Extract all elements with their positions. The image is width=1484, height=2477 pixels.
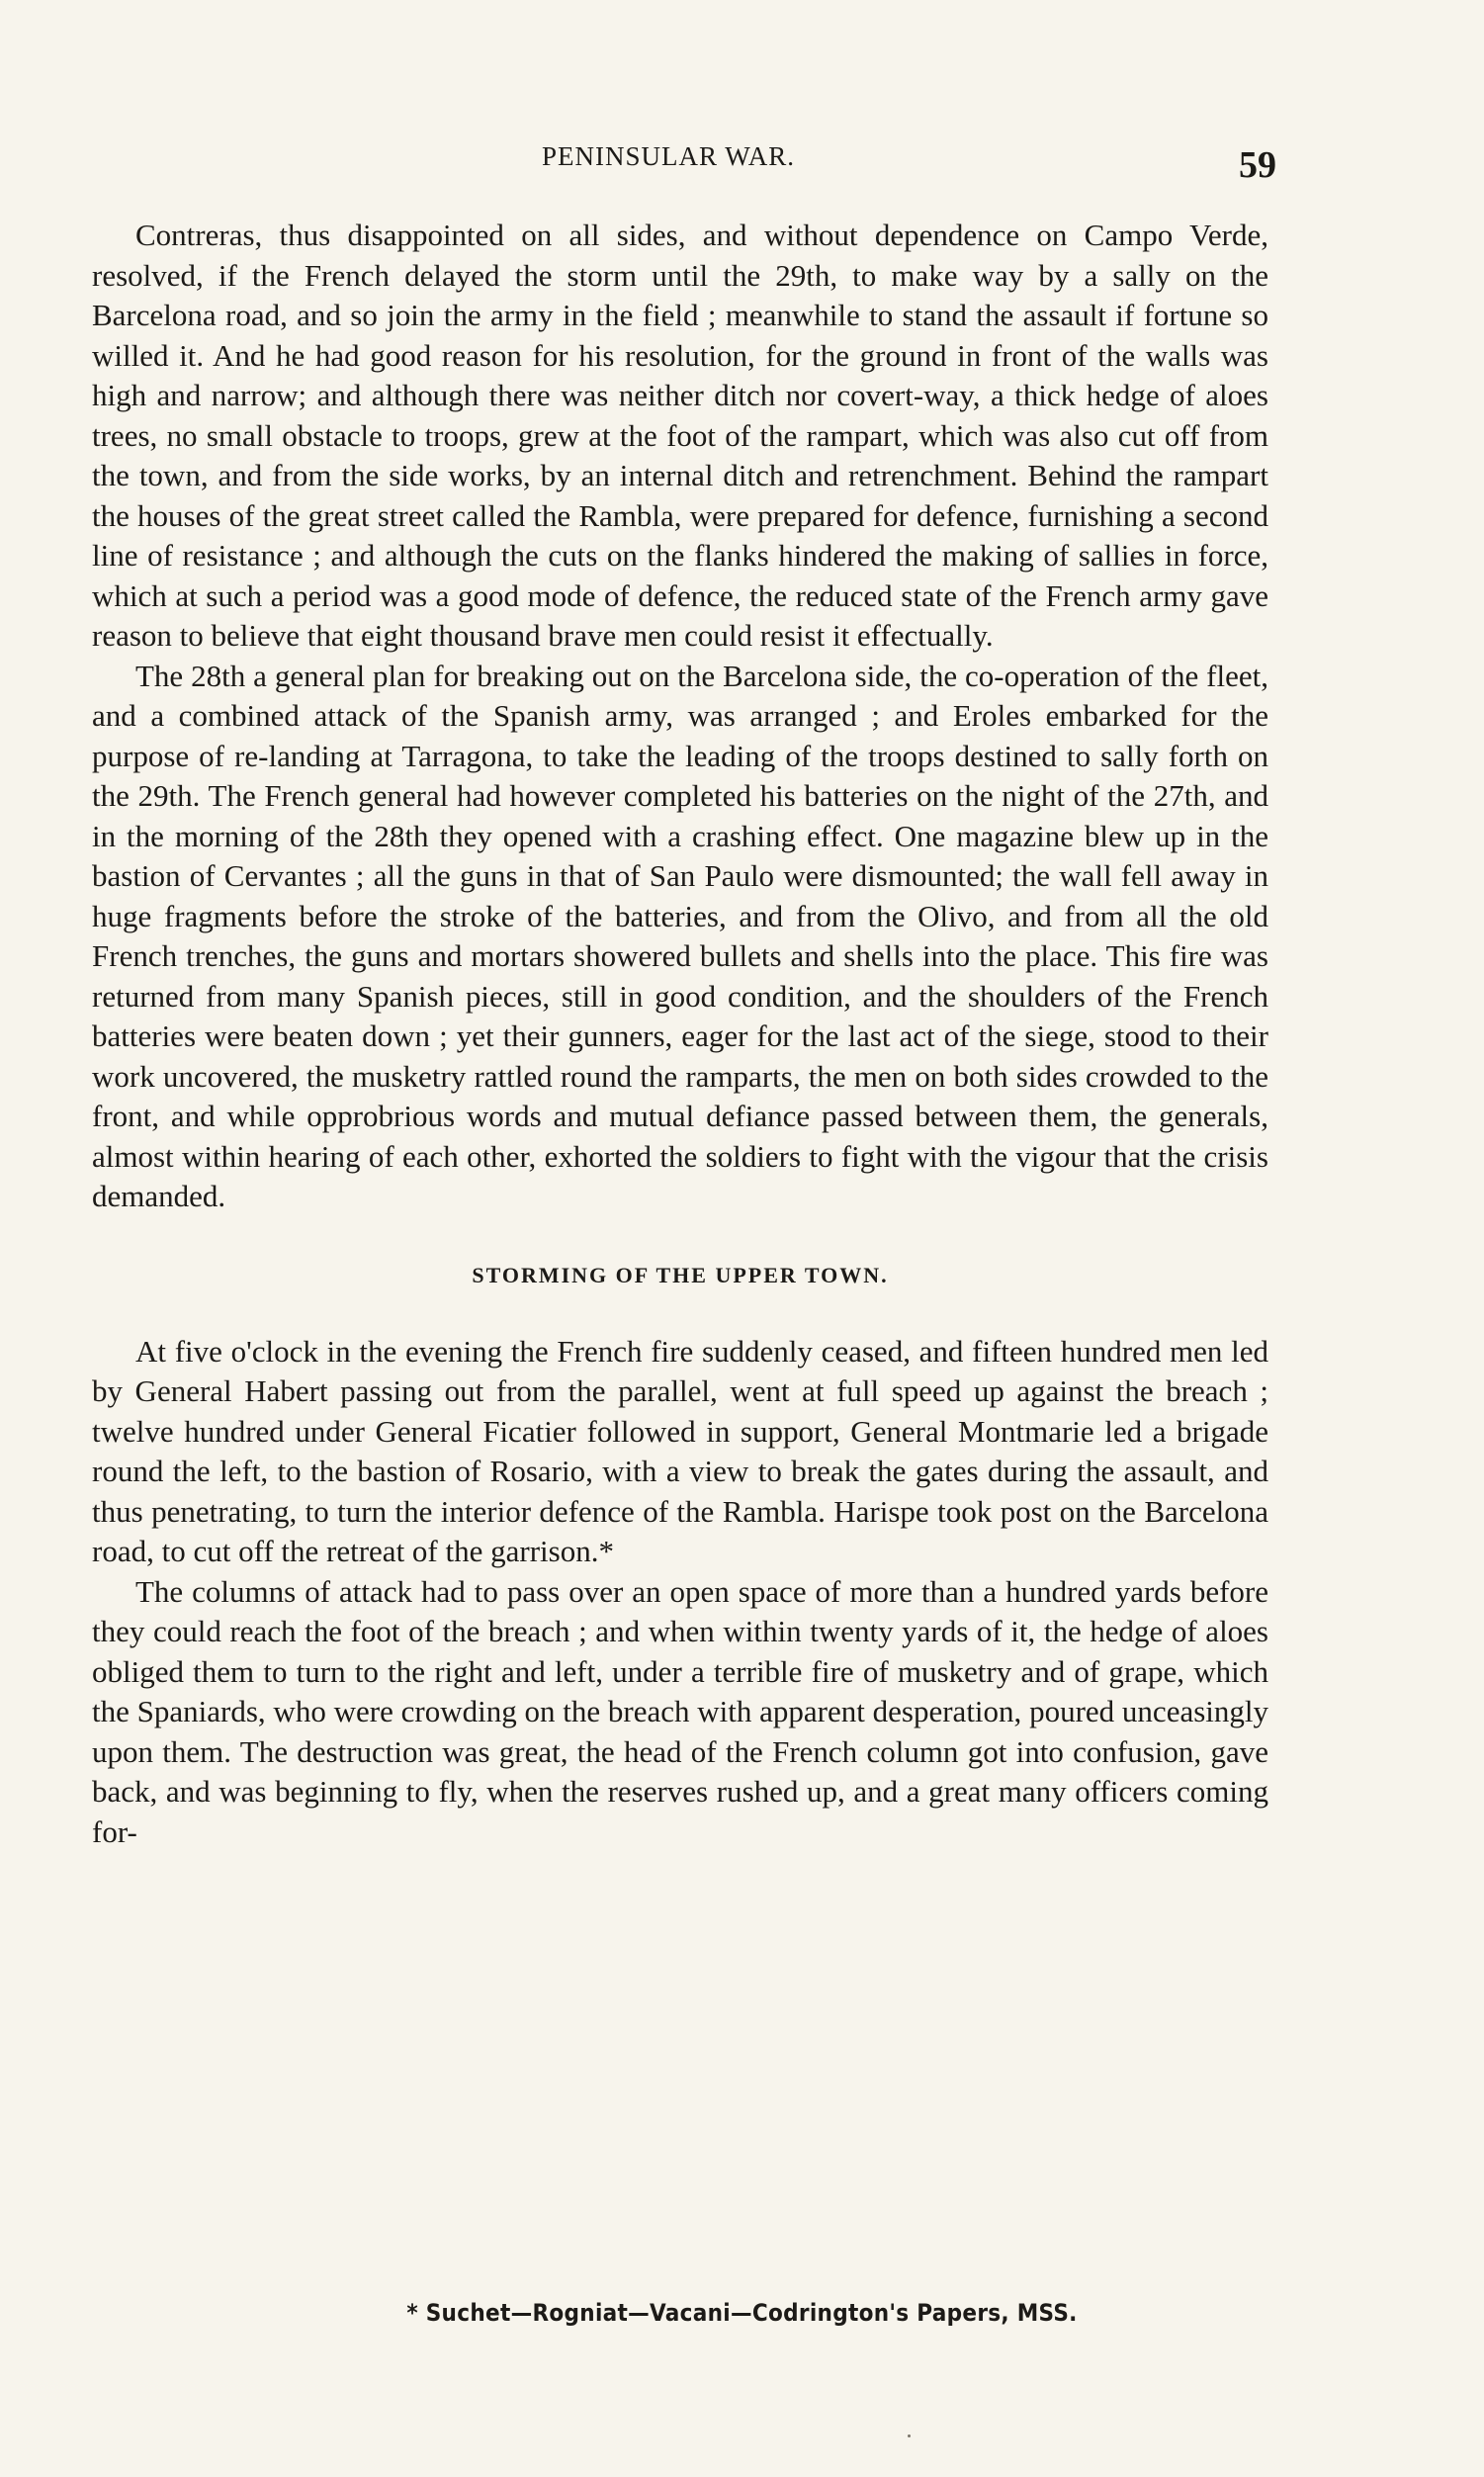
running-title: PENINSULAR WAR. <box>542 141 796 171</box>
page-number: 59 <box>1239 144 1276 186</box>
paper-speck <box>908 2434 911 2437</box>
paragraph-columns: The columns of attack had to pass over an open space of more than a hundred yards before they could reach the foot of the breach ; and when within twenty yards of it, the hedge of aloes obliged them to turn to the right and left, under a terrible fire of musketry and of grape, which the Spaniards, who were crowding on the breach with apparent desperation, poured unceasingly upon them. The destruction was great, the head of the French column got into confusion, gave back, and was beginning to fly, when the reserves rushed up, and a great many officers coming for- <box>92 1573 1268 1849</box>
running-head <box>0 141 1484 186</box>
section-heading: STORMING OF THE UPPER TOWN. <box>472 1262 889 1287</box>
footnote: * Suchet—Rogniat—Vacani—Codrington's Papers, MSS. <box>406 2299 1078 2327</box>
paragraph-assault: At five o'clock in the evening the French fire suddenly ceased, and fifteen hundred men led by General Habert passing out from the parallel, went at full speed up against the breach ; twelve hundred under General Ficatier followed in support, General Montmarie led a brigade round the left, to the bastion of Rosario, with a view to break the gates during the assault, and thus penetrating, to turn the interior defence of the Rambla. Harispe took post on the Barcelona road, to cut off the retreat of the garrison.* <box>92 1333 1268 1568</box>
body-text <box>92 216 1268 1852</box>
paragraph-contreras: Contreras, thus disappointed on all sides, and without dependence on Campo Verde, resolved, if the French delayed the storm until the 29th, to make way by a sally on the Barcelona road, and so join the army in the field ; meanwhile to stand the assault if fortune so willed it. And he had good reason for his resolution, for the ground in front of the walls was high and narrow; and although there was neither ditch nor covert-way, a thick hedge of aloes trees, no small obstacle to troops, grew at the foot of the rampart, which was also cut off from the town, and from the side works, by an internal ditch and retrenchment. Behind the rampart the houses of the great street called the Rambla, were prepared for defence, furnishing a second line of resistance ; and although the cuts on the flanks hindered the making of sallies in force, which at such a period was a good mode of defence, the reduced state of the French army gave reason to believe that eight thousand brave men could resist it effectually. <box>92 218 1268 653</box>
paragraph-twenty-eighth: The 28th a general plan for breaking out on the Barcelona side, the co-operation of the fleet, and a combined attack of the Spanish army, was arranged ; and Eroles embarked for the purpose of re-landing at Tarragona, to take the leading of the troops destined to sally forth on the 29th. The French general had however completed his batteries on the night of the 27th, and in the morning of the 28th they opened with a crashing effect. One magazine blew up in the bastion of Cervantes ; all the guns in that of San Paulo were dismounted; the wall fell away in huge fragments before the stroke of the batteries, and from the Olivo, and from all the old French trenches, the guns and mortars showered bullets and shells into the place. This fire was returned from many Spanish pieces, still in good condition, and the shoulders of the French batteries were beaten down ; yet their gunners, eager for the last act of the siege, stood to their work uncovered, the musketry rattled round the ramparts, the men on both sides crowded to the front, and while opprobrious words and mutual defiance passed between them, the generals, almost within hearing of each other, exhorted the soldiers to fight with the vigour that the crisis demanded. <box>92 658 1268 1213</box>
